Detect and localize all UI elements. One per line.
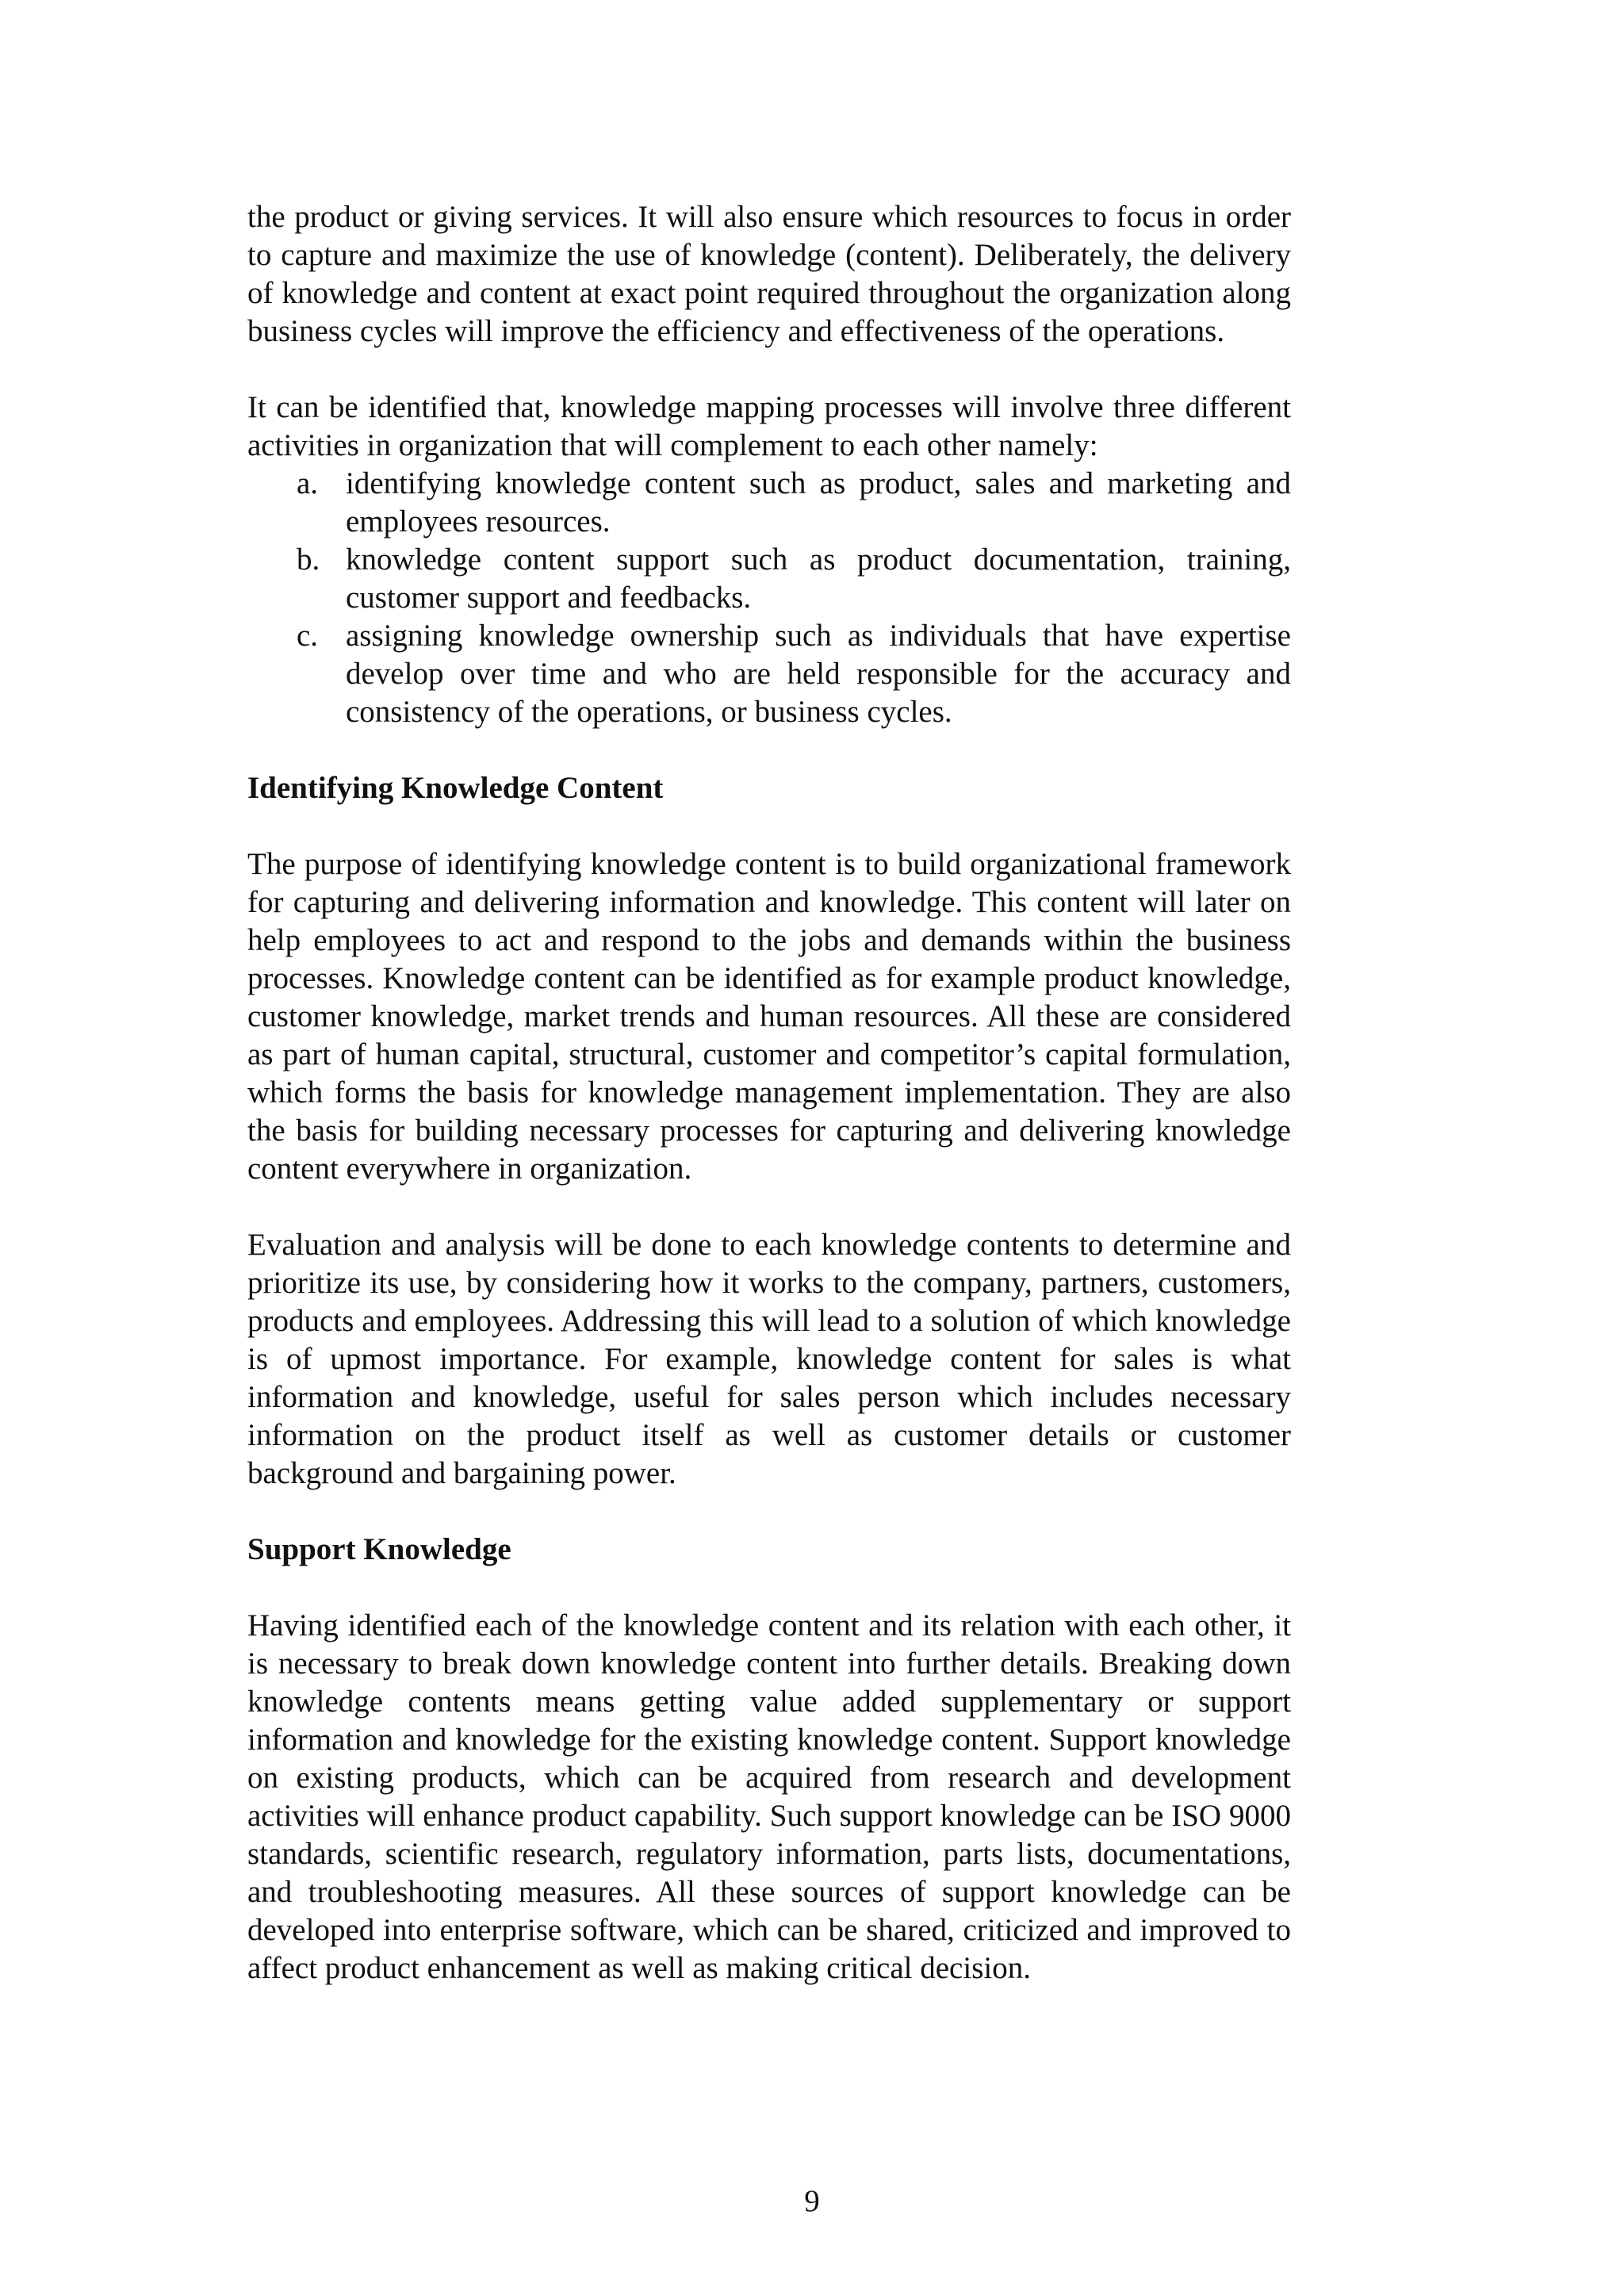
section-heading-support: Support Knowledge — [247, 1532, 511, 1566]
list-marker: a. — [297, 466, 319, 500]
identifying-paragraph-1: The purpose of identifying knowledge content is to build organizational framework for capturing and delivering information and knowledge. This content will later on help employees to act and respond to the jobs and demands within the business processes. Knowledge content can be identified as for example product knowledge, customer knowledge, market trends and human resources. All these are considered as part of human capital, structural, customer and competitor’s capital formulation, which forms the basis for knowledge management implementation. They are also the basis for building necessary processes for capturing and delivering knowledge content everywhere in organization. — [247, 847, 1291, 1186]
intro-paragraph: the product or giving services. It will also ensure which resources to focus in order to capture and maximize the use of knowledge (content). Deliberately, the delivery of knowledge and content at exact point required throughout the organization along business cycles will improve the efficiency and effectiveness of the operations. — [247, 200, 1291, 348]
list-item-text: knowledge content support such as product documentation, training, customer support and feedbacks. — [346, 542, 1291, 615]
knowledge-mapping-paragraph: It can be identified that, knowledge mapping processes will involve three different activities in organization that will complement to each other namely: — [247, 390, 1291, 462]
list-item-text: identifying knowledge content such as product, sales and marketing and employees resources. — [346, 466, 1291, 539]
identifying-paragraph-2: Evaluation and analysis will be done to each knowledge contents to determine and prioritize its use, by considering how it works to the company, partners, customers, products and employees. Addressing this will lead to a solution of which knowledge is of upmost importance. For example, knowledge content for sales is what information and knowledge, useful for sales person which includes necessary information on the product itself as well as customer details or customer background and bargaining power. — [247, 1228, 1291, 1490]
list-item — [247, 465, 1291, 541]
list-marker: b. — [297, 542, 320, 577]
list-marker: c. — [297, 619, 319, 653]
activities-list — [247, 465, 1291, 731]
list-item — [247, 617, 1291, 731]
support-paragraph-1: Having identified each of the knowledge content and its relation with each other, it is necessary to break down knowledge content into further details. Breaking down knowledge contents means getting value added supplementary or support information and knowledge for the existing knowledge content. Support knowledge on existing products, which can be acquired from research and development activities will enhance product capability. Such support knowledge can be ISO 9000 standards, scientific research, regulatory information, parts lists, documentations, and troubleshooting measures. All these sources of support knowledge can be developed into enterprise software, which can be shared, criticized and improved to affect product enhancement as well as making critical decision. — [247, 1608, 1291, 1985]
list-item — [247, 541, 1291, 617]
section-heading-identifying: Identifying Knowledge Content — [247, 771, 664, 805]
list-item-text: assigning knowledge ownership such as individuals that have expertise develop over time and who are held responsible for the accuracy and consistency of the operations, or business cycles. — [346, 619, 1291, 729]
page-number: 9 — [804, 2184, 820, 2218]
page-body — [247, 198, 1291, 1987]
